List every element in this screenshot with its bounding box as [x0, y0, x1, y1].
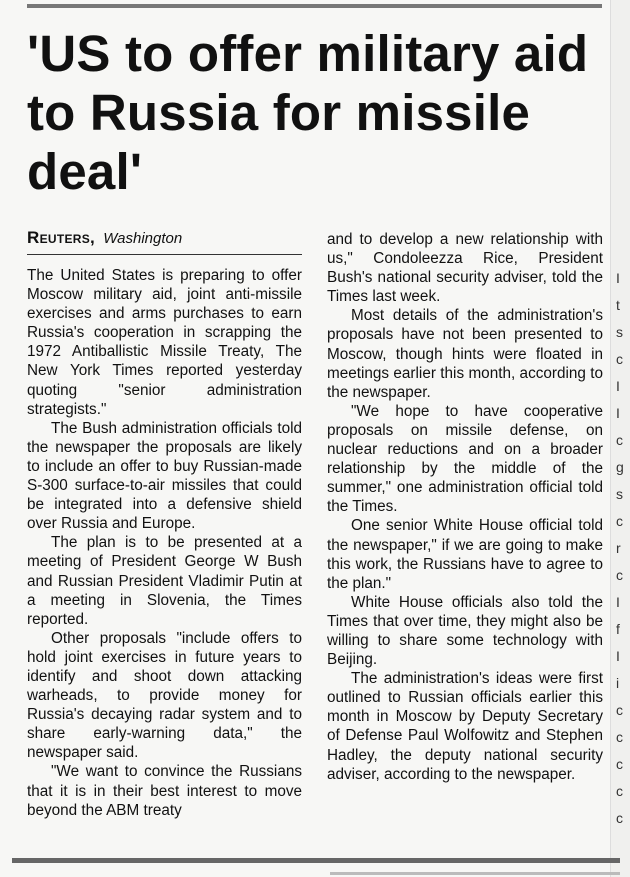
edge-letter: I	[616, 594, 620, 610]
edge-letter: f	[616, 621, 620, 637]
edge-letter: c	[616, 702, 623, 718]
byline-place: Washington	[103, 230, 183, 247]
paragraph: Most details of the administration's proposals have not been presented to Moscow, though hints were floated in meetings earlier this month, according to the newspaper.	[327, 307, 603, 401]
edge-letter: s	[616, 324, 623, 340]
bottom-rule	[12, 858, 620, 863]
edge-letter: c	[616, 810, 623, 826]
article-column-1	[27, 266, 302, 820]
byline	[27, 228, 302, 255]
article-column-2	[327, 230, 603, 784]
paragraph: "We want to convince the Russians that it is in their best interest to move beyond the ABM treaty	[27, 763, 302, 819]
headline: 'US to offer military aid to Russia for missile deal'	[27, 25, 589, 200]
edge-letter: I	[616, 648, 620, 664]
edge-letter: i	[616, 675, 620, 691]
paragraph: The administration's ideas were first outlined to Russian officials earlier this month in Moscow by Deputy Secretary of Defense Paul Wolfowitz and Stephen Hadley, the deputy national security adviser, according to the newspaper.	[327, 670, 603, 783]
edge-letter: c	[616, 783, 623, 799]
edge-letter: c	[616, 729, 623, 745]
paragraph: The plan is to be presented at a meeting of President George W Bush and Russian President Vladimir Putin at a meeting in Slovenia, the Times reported.	[27, 534, 302, 628]
paragraph: and to develop a new relationship with us," Condoleezza Rice, President Bush's national security adviser, told the Times last week.	[327, 231, 603, 306]
edge-letter: I	[616, 405, 620, 421]
top-rule	[27, 4, 602, 8]
edge-letter: c	[616, 756, 623, 772]
edge-letter: I	[616, 378, 620, 394]
edge-letter: I	[616, 270, 620, 286]
paragraph: One senior White House official told the newspaper," if we are going to make this work, the Russians have to agree to the plan."	[327, 517, 603, 592]
edge-letter: r	[616, 540, 621, 556]
edge-letter: c	[616, 567, 623, 583]
edge-letter: c	[616, 351, 623, 367]
edge-letter: s	[616, 486, 623, 502]
paragraph: Other proposals "include offers to hold joint exercises in future years to identify and shoot down attacking warheads, to provide money for Russia's decaying radar system and to share early-warning data," the newspaper said.	[27, 629, 302, 762]
edge-letter: c	[616, 432, 623, 448]
bottom-rule-secondary	[330, 872, 620, 875]
paragraph: The Bush administration officials told the newspaper the proposals are likely to include an offer to buy Russian-made S-300 surface-to-air missiles that could be integrated into a defensive shield over Russia and Europe.	[27, 419, 302, 533]
edge-letter: c	[616, 513, 623, 529]
paragraph: The United States is preparing to offer Moscow military aid, joint anti-missile exercises and arms purchases to earn Russia's cooperation in scrapping the 1972 Antiballistic Missile Treaty, The New York Times reported yesterday quoting "senior administration strategists."	[27, 267, 302, 418]
edge-letter: g	[616, 459, 624, 475]
byline-agency: Reuters,	[27, 228, 96, 247]
edge-letter: t	[616, 297, 620, 313]
paragraph: "We hope to have cooperative proposals on missile defense, on nuclear reductions and on a broader relationship by the middle of the summer," one administration official told the Times.	[327, 402, 603, 516]
paragraph: White House officials also told the Times that over time, they might also be willing to share some technology with Beijing.	[327, 593, 603, 669]
